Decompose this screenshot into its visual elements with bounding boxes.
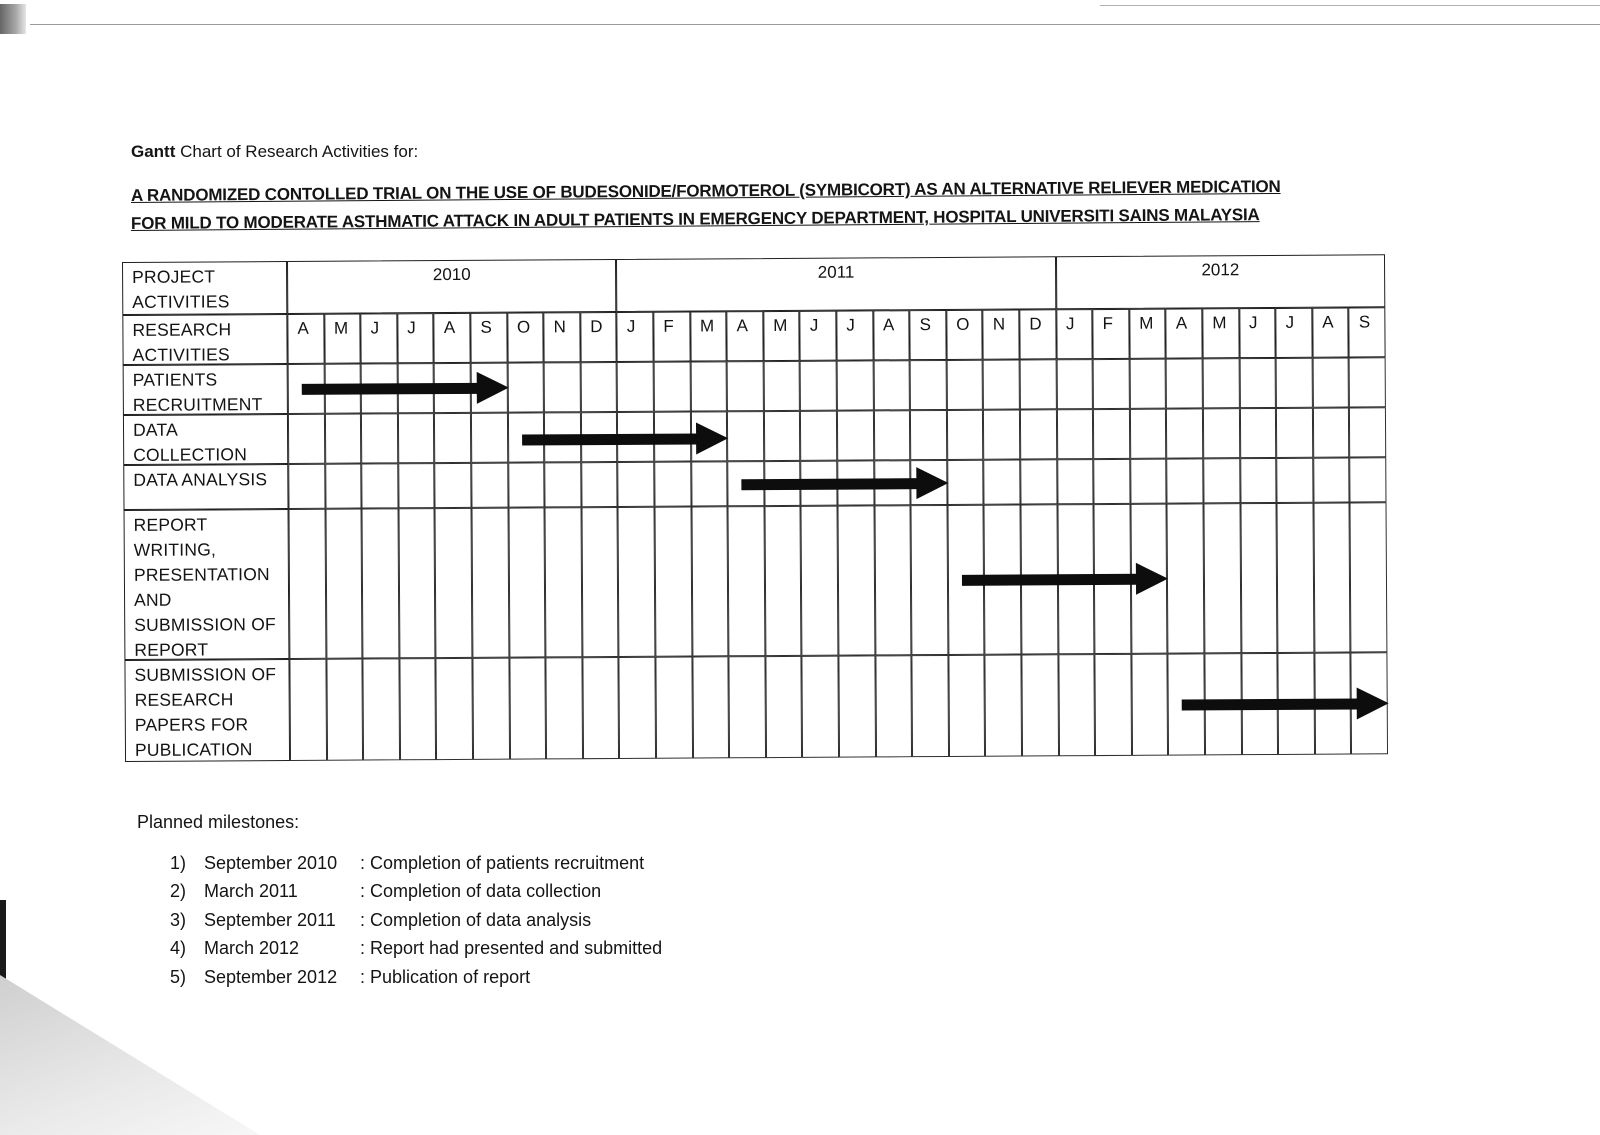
activity-label: DATA COLLECTION [123, 414, 288, 465]
activity-label: DATA ANALYSIS [123, 464, 288, 510]
arrow-head-icon [1136, 563, 1168, 595]
grid-cell [728, 506, 766, 656]
arrow-shaft [1182, 698, 1359, 710]
grid-cell [837, 410, 874, 460]
grid-cell [947, 460, 984, 505]
grid-cell [910, 410, 947, 460]
timeline-arrow-icon [1182, 687, 1389, 720]
grid-cell [654, 362, 691, 412]
grid-cell [655, 657, 692, 759]
month-header: J [361, 313, 398, 363]
grid-cell [619, 657, 656, 759]
month-header: J [800, 311, 837, 361]
grid-cell [509, 657, 546, 759]
grid-cell [655, 507, 693, 657]
grid-cell [874, 410, 911, 460]
milestone-item [170, 853, 644, 874]
grid-cell [325, 414, 362, 464]
milestone-date: March 2012 [204, 938, 300, 959]
month-header: D [1019, 309, 1056, 359]
grid-cell [1020, 459, 1057, 504]
month-header: J [617, 312, 654, 362]
grid-cell [545, 507, 583, 657]
grid-cell [875, 655, 912, 757]
arrow-shaft [742, 478, 919, 490]
year-header-2012: 2012 [1056, 254, 1386, 309]
grid-cell [983, 410, 1020, 460]
scan-artifact-top-line [30, 24, 1600, 25]
milestone-item [170, 967, 530, 988]
grid-cell [692, 656, 729, 758]
grid-cell [398, 508, 436, 658]
grid-cell [1239, 358, 1276, 408]
grid-cell [727, 361, 764, 411]
grid-cell [690, 361, 727, 411]
milestone-item [170, 881, 601, 902]
intro-rest: Chart of Research Activities for: [175, 142, 419, 161]
month-header: J [1275, 308, 1312, 358]
month-header: F [653, 312, 690, 362]
grid-cell [1093, 359, 1130, 409]
grid-cell [1167, 458, 1204, 503]
grid-cell [581, 462, 618, 507]
grid-cell [802, 656, 839, 758]
grid-cell [1166, 358, 1203, 408]
month-header: M [690, 311, 727, 361]
intro-text [131, 142, 418, 162]
month-header: S [1349, 307, 1386, 357]
grid-cell [434, 413, 471, 463]
grid-cell [325, 509, 363, 659]
grid-cell [1240, 408, 1277, 458]
year-header-2010: 2010 [287, 259, 617, 314]
timeline-arrow-icon [522, 422, 729, 455]
grid-cell [654, 462, 691, 507]
month-header: M [324, 314, 361, 364]
grid-cell [873, 360, 910, 410]
grid-cell [289, 509, 327, 659]
study-title-line-1: A RANDOMIZED CONTOLLED TRIAL ON THE USE OF BUDESONIDE/FORMOTEROL (SYMBICORT) AS AN ALTERNATIVE RELIEVER MEDICATION [130, 176, 1281, 205]
grid-cell [1130, 409, 1167, 459]
grid-cell [985, 655, 1022, 757]
grid-cell [764, 411, 801, 461]
grid-cell [1350, 457, 1387, 502]
grid-cell [472, 658, 509, 760]
grid-cell [874, 505, 912, 655]
grid-cell [1093, 459, 1130, 504]
grid-cell [800, 361, 837, 411]
grid-cell [435, 463, 472, 508]
grid-cell [1313, 503, 1351, 653]
grid-cell [580, 362, 617, 412]
month-header: A [873, 310, 910, 360]
study-title-line-2: FOR MILD TO MODERATE ASTHMATIC ATTACK IN ADULT PATIENTS IN EMERGENCY DEPARTMENT, HOSPITAL UNIVERSITI SAINS MALAYSIA [130, 205, 1260, 233]
month-header: S [909, 310, 946, 360]
grid-cell [1167, 503, 1205, 653]
month-header: A [287, 314, 324, 364]
grid-cell [1203, 458, 1240, 503]
milestones-title: Planned milestones: [137, 812, 300, 832]
arrow-shaft [302, 383, 479, 395]
month-header: S [470, 313, 507, 363]
scan-artifact-top-line [1100, 5, 1600, 6]
milestone-item [170, 938, 662, 959]
grid-cell [727, 411, 764, 461]
milestone-desc: : Report had presented and submitted [360, 938, 663, 959]
grid-cell [948, 655, 985, 757]
milestone-date: September 2012 [204, 966, 338, 987]
month-header: M [1202, 308, 1239, 358]
grid-cell [1057, 409, 1094, 459]
grid-cell [618, 507, 656, 657]
grid-cell [1058, 654, 1095, 756]
grid-cell [800, 411, 837, 461]
timeline-arrow-icon [962, 563, 1169, 596]
milestone-desc: : Completion of data analysis [360, 909, 592, 930]
milestone-date: September 2011 [204, 909, 336, 930]
grid-cell [436, 658, 473, 760]
month-header: N [544, 312, 581, 362]
month-header: A [1312, 308, 1349, 358]
grid-cell [911, 505, 949, 655]
grid-cell [544, 462, 581, 507]
arrow-head-icon [916, 466, 948, 498]
milestone-num: 1) [170, 853, 187, 873]
month-header: O [507, 312, 544, 362]
grid-cell [691, 461, 728, 506]
activity-label: SUBMISSION OF RESEARCH PAPERS FOR PUBLICATION [124, 659, 290, 762]
grid-cell [801, 506, 839, 656]
grid-cell [765, 656, 802, 758]
month-header: M [763, 311, 800, 361]
grid-cell [1276, 458, 1313, 503]
activity-label: PATIENTS RECRUITMENT [123, 364, 288, 415]
grid-cell [912, 655, 949, 757]
milestone-num: 4) [170, 938, 187, 959]
intro-bold: Gantt [131, 142, 176, 161]
grid-cell [1276, 408, 1313, 458]
arrow-head-icon [1357, 687, 1389, 719]
scan-artifact-page-fold [0, 975, 260, 1135]
grid-cell [1095, 654, 1132, 756]
grid-cell [1203, 503, 1241, 653]
milestone-date: March 2011 [204, 881, 298, 902]
grid-cell [838, 505, 876, 655]
grid-cell [764, 506, 802, 656]
grid-cell [363, 658, 400, 760]
milestone-date: September 2010 [204, 853, 338, 873]
grid-cell [1240, 503, 1278, 653]
grid-cell [544, 362, 581, 412]
arrow-shaft [962, 574, 1139, 586]
grid-cell [1277, 503, 1315, 653]
milestone-num: 3) [170, 909, 187, 930]
month-header: N [983, 310, 1020, 360]
grid-cell [1312, 358, 1349, 408]
month-header: A [1166, 308, 1203, 358]
grid-cell [1093, 409, 1130, 459]
grid-cell [837, 360, 874, 410]
milestone-item [170, 910, 591, 931]
grid-cell [763, 361, 800, 411]
grid-cell [947, 410, 984, 460]
arrow-head-icon [696, 422, 728, 454]
timeline-arrow-icon [741, 466, 948, 499]
month-header: J [836, 310, 873, 360]
milestone-desc: : Completion of data collection [360, 881, 602, 902]
grid-cell [289, 659, 326, 761]
grid-cell [1020, 409, 1057, 459]
grid-cell [361, 413, 398, 463]
grid-cell [1166, 408, 1203, 458]
grid-cell [398, 413, 435, 463]
month-header: F [1092, 309, 1129, 359]
grid-cell [618, 462, 655, 507]
grid-cell [1203, 358, 1240, 408]
month-header: J [1056, 309, 1093, 359]
scan-artifact-corner [0, 4, 26, 34]
header-project-activities: PROJECT ACTIVITIES [122, 261, 287, 315]
arrow-shaft [522, 433, 699, 445]
grid-cell [435, 508, 473, 658]
milestone-num: 5) [170, 966, 187, 987]
grid-cell [1276, 358, 1313, 408]
grid-cell [983, 360, 1020, 410]
arrow-head-icon [476, 372, 508, 404]
header-research-activities: RESEARCH ACTIVITIES [122, 314, 287, 365]
grid-cell [1349, 357, 1386, 407]
grid-cell [617, 362, 654, 412]
grid-cell [361, 463, 398, 508]
grid-cell [910, 360, 947, 410]
month-header: A [434, 313, 471, 363]
grid-cell [508, 462, 545, 507]
grid-cell [326, 659, 363, 761]
grid-cell [472, 508, 510, 658]
grid-cell [1350, 502, 1388, 652]
month-header: O [946, 310, 983, 360]
year-header-2011: 2011 [616, 256, 1056, 312]
month-header: M [1129, 309, 1166, 359]
grid-cell [1131, 654, 1168, 756]
milestone-desc: : Completion of patients recruitment [360, 853, 645, 873]
grid-cell [1057, 459, 1094, 504]
grid-cell [581, 507, 619, 657]
grid-cell [546, 657, 583, 759]
month-header: A [727, 311, 764, 361]
grid-cell [471, 413, 508, 463]
grid-cell [691, 506, 729, 656]
milestone-desc: : Publication of report [360, 966, 531, 987]
grid-cell [1020, 359, 1057, 409]
grid-cell [582, 657, 619, 759]
grid-cell [325, 464, 362, 509]
grid-cell [1349, 407, 1386, 457]
grid-cell [1129, 359, 1166, 409]
grid-cell [1130, 459, 1167, 504]
grid-cell [1313, 408, 1350, 458]
grid-cell [288, 414, 325, 464]
grid-cell [1313, 458, 1350, 503]
month-header: J [1239, 308, 1276, 358]
grid-cell [362, 508, 400, 658]
milestone-num: 2) [170, 881, 187, 902]
grid-cell [399, 658, 436, 760]
grid-cell [729, 656, 766, 758]
grid-cell [1203, 408, 1240, 458]
grid-cell [508, 507, 546, 657]
grid-cell [838, 655, 875, 757]
activity-label: REPORT WRITING, PRESENTATION AND SUBMISSION OF REPORT [124, 509, 290, 660]
grid-cell [288, 464, 325, 509]
gantt-chart-table [122, 254, 1388, 762]
month-header: J [397, 313, 434, 363]
grid-cell [984, 460, 1021, 505]
grid-cell [1240, 458, 1277, 503]
grid-cell [1021, 654, 1058, 756]
grid-cell [507, 362, 544, 412]
grid-cell [398, 463, 435, 508]
grid-cell [471, 463, 508, 508]
month-header: D [580, 312, 617, 362]
grid-cell [1056, 359, 1093, 409]
grid-cell [946, 360, 983, 410]
timeline-arrow-icon [302, 372, 509, 405]
